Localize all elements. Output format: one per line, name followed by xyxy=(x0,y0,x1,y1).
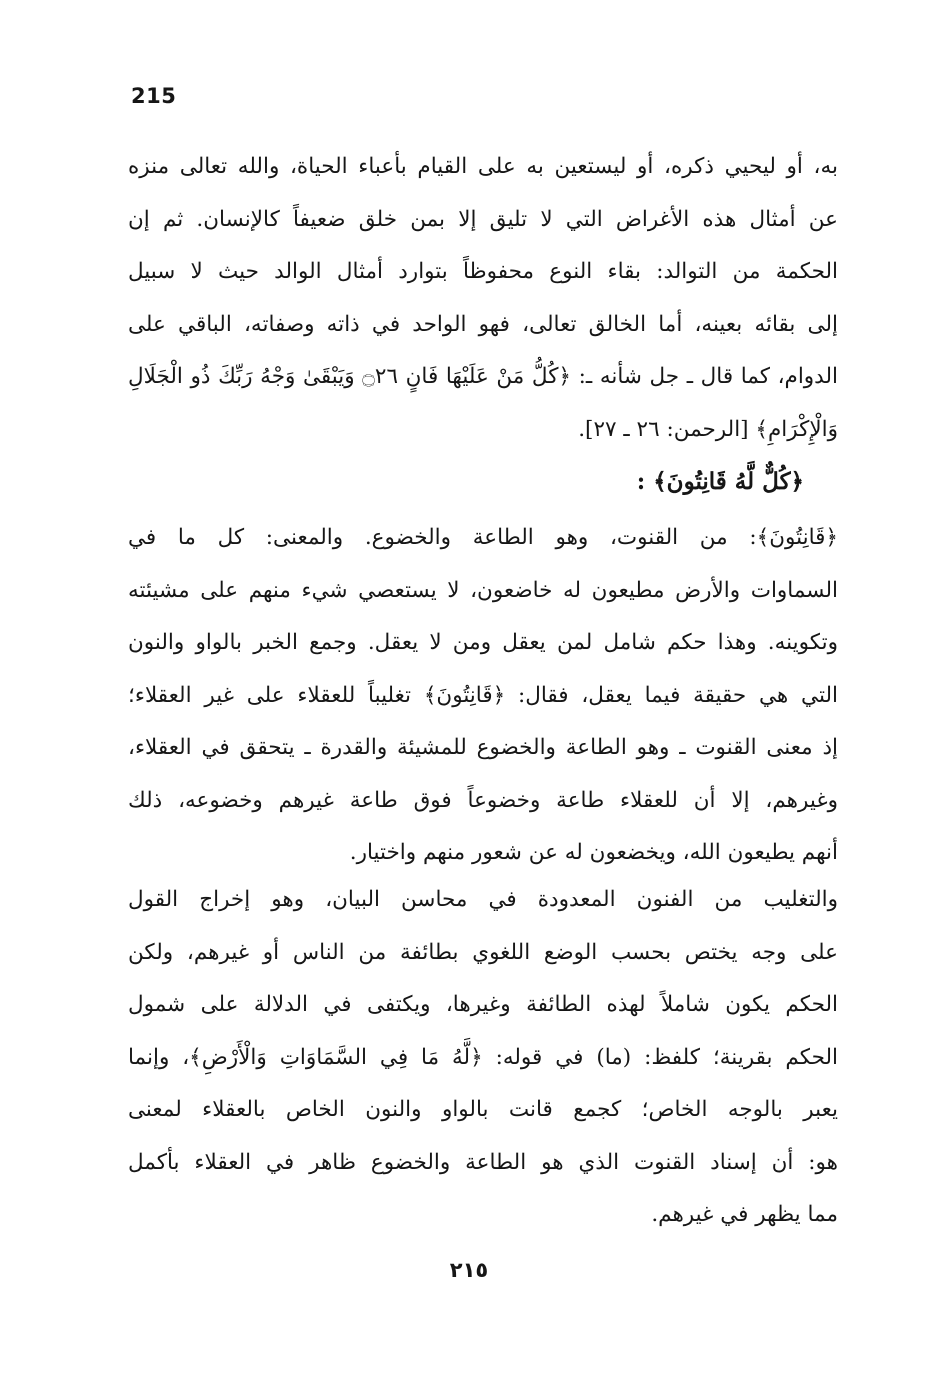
paragraph-1 xyxy=(128,141,838,456)
text-line: به، أو ليحيي ذكره، أو ليستعين به على القيام بأعباء الحياة، والله تعالى منزه xyxy=(128,154,838,179)
text-line: أنهم يطيعون الله، ويخضعون له عن شعور منهم واختيار. xyxy=(349,840,838,865)
text-line: الحكم بقرينة؛ كلفظ: (ما) في قوله: ﴿لَّهُ مَا فِي السَّمَاوَاتِ وَالْأَرْضِ﴾، وإنما xyxy=(128,1044,838,1070)
text-line: ﴿قَانِتُونَ﴾: من القنوت، وهو الطاعة والخضوع. والمعنى: كل ما في xyxy=(128,525,838,550)
quran-heading: ﴿كُلٌّ لَّهُ قَانِتُونَ﴾ : xyxy=(636,468,804,495)
text-line: يعبر بالوجه الخاص؛ كجمع قانت بالواو والنون الخاص بالعقلاء لمعنى xyxy=(128,1097,838,1122)
text-line: إلى بقائه بعينه، أما الخالق تعالى، فهو الواحد في ذاته وصفاته، الباقي على xyxy=(128,311,838,337)
text-line: على وجه يختص بحسب الوضع اللغوي بطائفة من الناس أو غيرهم، ولكن xyxy=(128,939,838,965)
text-line: الدوام، كما قال ـ جل شأنه ـ: ﴿كُلُّ مَنْ عَلَيْهَا فَانٍ ۝٢٦ وَيَبْقَىٰ وَجْهُ رَبِّكَ ذُو الْجَلَالِ xyxy=(128,364,838,389)
text-line: الحكمة من التوالد: بقاء النوع محفوظاً بتوارد أمثال الوالد حيث لا سبيل xyxy=(128,259,838,284)
text-line: وتكوينه. وهذا حكم شامل لمن يعقل ومن لا يعقل. وجمع الخبر بالواو والنون xyxy=(128,630,838,655)
paragraph-3 xyxy=(128,874,838,1242)
text-line: إذ معنى القنوت ـ وهو الطاعة والخضوع للمشيئة والقدرة ـ يتحقق في العقلاء، xyxy=(128,735,838,760)
top-page-number: 215 xyxy=(131,84,177,108)
text-line: وَالْإِكْرَامِ﴾ [الرحمن: ٢٦ ـ ٢٧]. xyxy=(578,416,838,442)
paragraph-2 xyxy=(128,512,838,880)
text-line: عن أمثال هذه الأغراض التي لا تليق إلا بمن خلق ضعيفاً كالإنسان. ثم إن xyxy=(128,206,838,232)
text-line: الحكم يكون شاملاً لهذه الطائفة وغيرها، ويكتفى في الدلالة على شمول xyxy=(128,992,838,1017)
text-line: وغيرهم، إلا أن للعقلاء طاعة وخضوعاً فوق طاعة غيرهم وخضوعه، ذلك xyxy=(128,787,838,813)
text-line: مما يظهر في غيرهم. xyxy=(651,1202,838,1227)
bottom-page-number: ٢١٥ xyxy=(449,1258,489,1282)
text-line: هو: أن إسناد القنوت الذي هو الطاعة والخضوع ظاهر في العقلاء بأكمل xyxy=(128,1149,838,1175)
text-line: التي هي حقيقة فيما يعقل، فقال: ﴿قَانِتُونَ﴾ تغليباً للعقلاء على غير العقلاء؛ xyxy=(128,682,838,708)
section-heading xyxy=(128,456,838,509)
text-line: السماوات والأرض مطيعون له خاضعون، لا يستعصي شيء منهم على مشيئته xyxy=(128,577,838,603)
text-line: والتغليب من الفنون المعدودة في محاسن البيان، وهو إخراج القول xyxy=(128,887,838,912)
